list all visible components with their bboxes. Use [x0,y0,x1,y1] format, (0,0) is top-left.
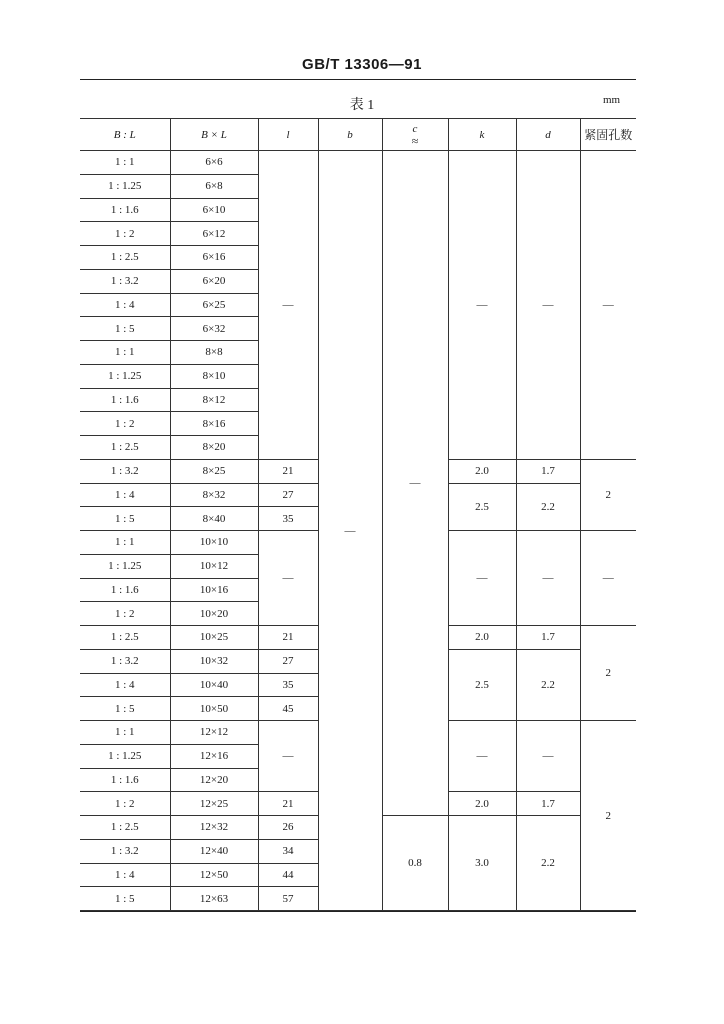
cell-l: 21 [258,626,318,650]
cell-holes: 2 [580,459,636,530]
cell-bxl: 8×12 [170,388,258,412]
cell-l: 44 [258,863,318,887]
cell-bl: 1 : 2.5 [80,246,170,270]
header-k: k [448,119,516,151]
cell-bl: 1 : 2.5 [80,626,170,650]
cell-bxl: 12×32 [170,816,258,840]
cell-bxl: 8×40 [170,507,258,531]
cell-k: — [448,531,516,626]
cell-l: 21 [258,459,318,483]
cell-holes: — [580,531,636,626]
cell-bl: 1 : 1.25 [80,554,170,578]
cell-l: — [258,151,318,460]
cell-l: 45 [258,697,318,721]
cell-bl: 1 : 1 [80,341,170,365]
cell-bl: 1 : 1.25 [80,364,170,388]
cell-bxl: 6×10 [170,198,258,222]
bottom-rule [80,911,636,912]
header-l: l [258,119,318,151]
cell-bxl: 6×20 [170,269,258,293]
cell-bxl: 12×40 [170,839,258,863]
cell-d: 1.7 [516,626,580,650]
cell-l: 34 [258,839,318,863]
cell-bl: 1 : 3.2 [80,649,170,673]
cell-bxl: 8×10 [170,364,258,388]
cell-d: 1.7 [516,459,580,483]
cell-d: 2.2 [516,483,580,531]
cell-bxl: 6×8 [170,174,258,198]
cell-bl: 1 : 1.6 [80,198,170,222]
cell-d: 2.2 [516,816,580,911]
dimensions-table [80,118,636,911]
cell-l: 21 [258,792,318,816]
cell-bl: 1 : 4 [80,293,170,317]
cell-bxl: 6×12 [170,222,258,246]
cell-bl: 1 : 4 [80,673,170,697]
cell-bl: 1 : 1.25 [80,744,170,768]
cell-l: 35 [258,673,318,697]
standard-number: GB/T 13306—91 [302,56,422,73]
top-rule [80,79,636,80]
cell-d: — [516,531,580,626]
cell-c: 0.8 [382,816,448,911]
cell-bxl: 6×16 [170,246,258,270]
header-c [382,119,448,151]
cell-bl: 1 : 4 [80,483,170,507]
cell-l: 27 [258,649,318,673]
cell-bl: 1 : 1.25 [80,174,170,198]
cell-d: 2.2 [516,649,580,720]
cell-bxl: 8×8 [170,341,258,365]
cell-holes: 2 [580,626,636,721]
header-c-approx: ≈ [411,133,419,148]
unit-label: mm [603,94,621,106]
cell-bl: 1 : 4 [80,863,170,887]
cell-bxl: 6×32 [170,317,258,341]
header-c-symbol: c [412,122,418,135]
cell-bl: 1 : 5 [80,507,170,531]
cell-bl: 1 : 2 [80,792,170,816]
cell-l: 35 [258,507,318,531]
table-caption: 表 1 [349,98,375,113]
cell-d: — [516,151,580,460]
cell-k: — [448,721,516,792]
header-row [80,119,636,151]
cell-k: 2.0 [448,792,516,816]
cell-bxl: 12×12 [170,721,258,745]
cell-k: 3.0 [448,816,516,911]
cell-bxl: 12×20 [170,768,258,792]
cell-bxl: 10×20 [170,602,258,626]
cell-bxl: 12×63 [170,887,258,911]
cell-bxl: 8×32 [170,483,258,507]
cell-bl: 1 : 3.2 [80,839,170,863]
header-holes: 紧固孔数 [580,119,636,151]
cell-bl: 1 : 5 [80,697,170,721]
cell-l: 57 [258,887,318,911]
cell-bl: 1 : 2.5 [80,816,170,840]
cell-bxl: 12×50 [170,863,258,887]
cell-k: 2.5 [448,649,516,720]
header-bxl: B × L [170,119,258,151]
cell-bl: 1 : 1.6 [80,578,170,602]
cell-b: — [318,151,382,911]
header-bl: B : L [80,119,170,151]
cell-bl: 1 : 5 [80,887,170,911]
cell-bxl: 8×16 [170,412,258,436]
cell-k: 2.0 [448,459,516,483]
cell-bxl: 10×32 [170,649,258,673]
cell-d: — [516,721,580,792]
cell-holes: 2 [580,721,636,911]
cell-bxl: 8×25 [170,459,258,483]
cell-l: 27 [258,483,318,507]
cell-bl: 1 : 2 [80,412,170,436]
cell-bxl: 6×6 [170,151,258,175]
cell-bxl: 10×25 [170,626,258,650]
cell-bl: 1 : 2 [80,222,170,246]
cell-bl: 1 : 3.2 [80,459,170,483]
cell-l: — [258,531,318,626]
cell-l: — [258,721,318,792]
table-row [80,151,636,175]
cell-bl: 1 : 1 [80,721,170,745]
cell-bxl: 10×50 [170,697,258,721]
cell-bl: 1 : 3.2 [80,269,170,293]
cell-bxl: 12×16 [170,744,258,768]
cell-bl: 1 : 1 [80,531,170,555]
cell-holes: — [580,151,636,460]
header-d: d [516,119,580,151]
cell-bxl: 10×40 [170,673,258,697]
table-body [80,151,636,911]
cell-bxl: 10×12 [170,554,258,578]
cell-bxl: 8×20 [170,436,258,460]
cell-d: 1.7 [516,792,580,816]
cell-bl: 1 : 1.6 [80,388,170,412]
cell-k: 2.5 [448,483,516,531]
cell-bl: 1 : 2.5 [80,436,170,460]
header-b: b [318,119,382,151]
cell-k: — [448,151,516,460]
cell-bl: 1 : 2 [80,602,170,626]
cell-k: 2.0 [448,626,516,650]
cell-bl: 1 : 1.6 [80,768,170,792]
cell-l: 26 [258,816,318,840]
cell-bl: 1 : 1 [80,151,170,175]
cell-bxl: 6×25 [170,293,258,317]
cell-bxl: 12×25 [170,792,258,816]
cell-bxl: 10×10 [170,531,258,555]
cell-bxl: 10×16 [170,578,258,602]
cell-c: — [382,151,448,816]
cell-bl: 1 : 5 [80,317,170,341]
